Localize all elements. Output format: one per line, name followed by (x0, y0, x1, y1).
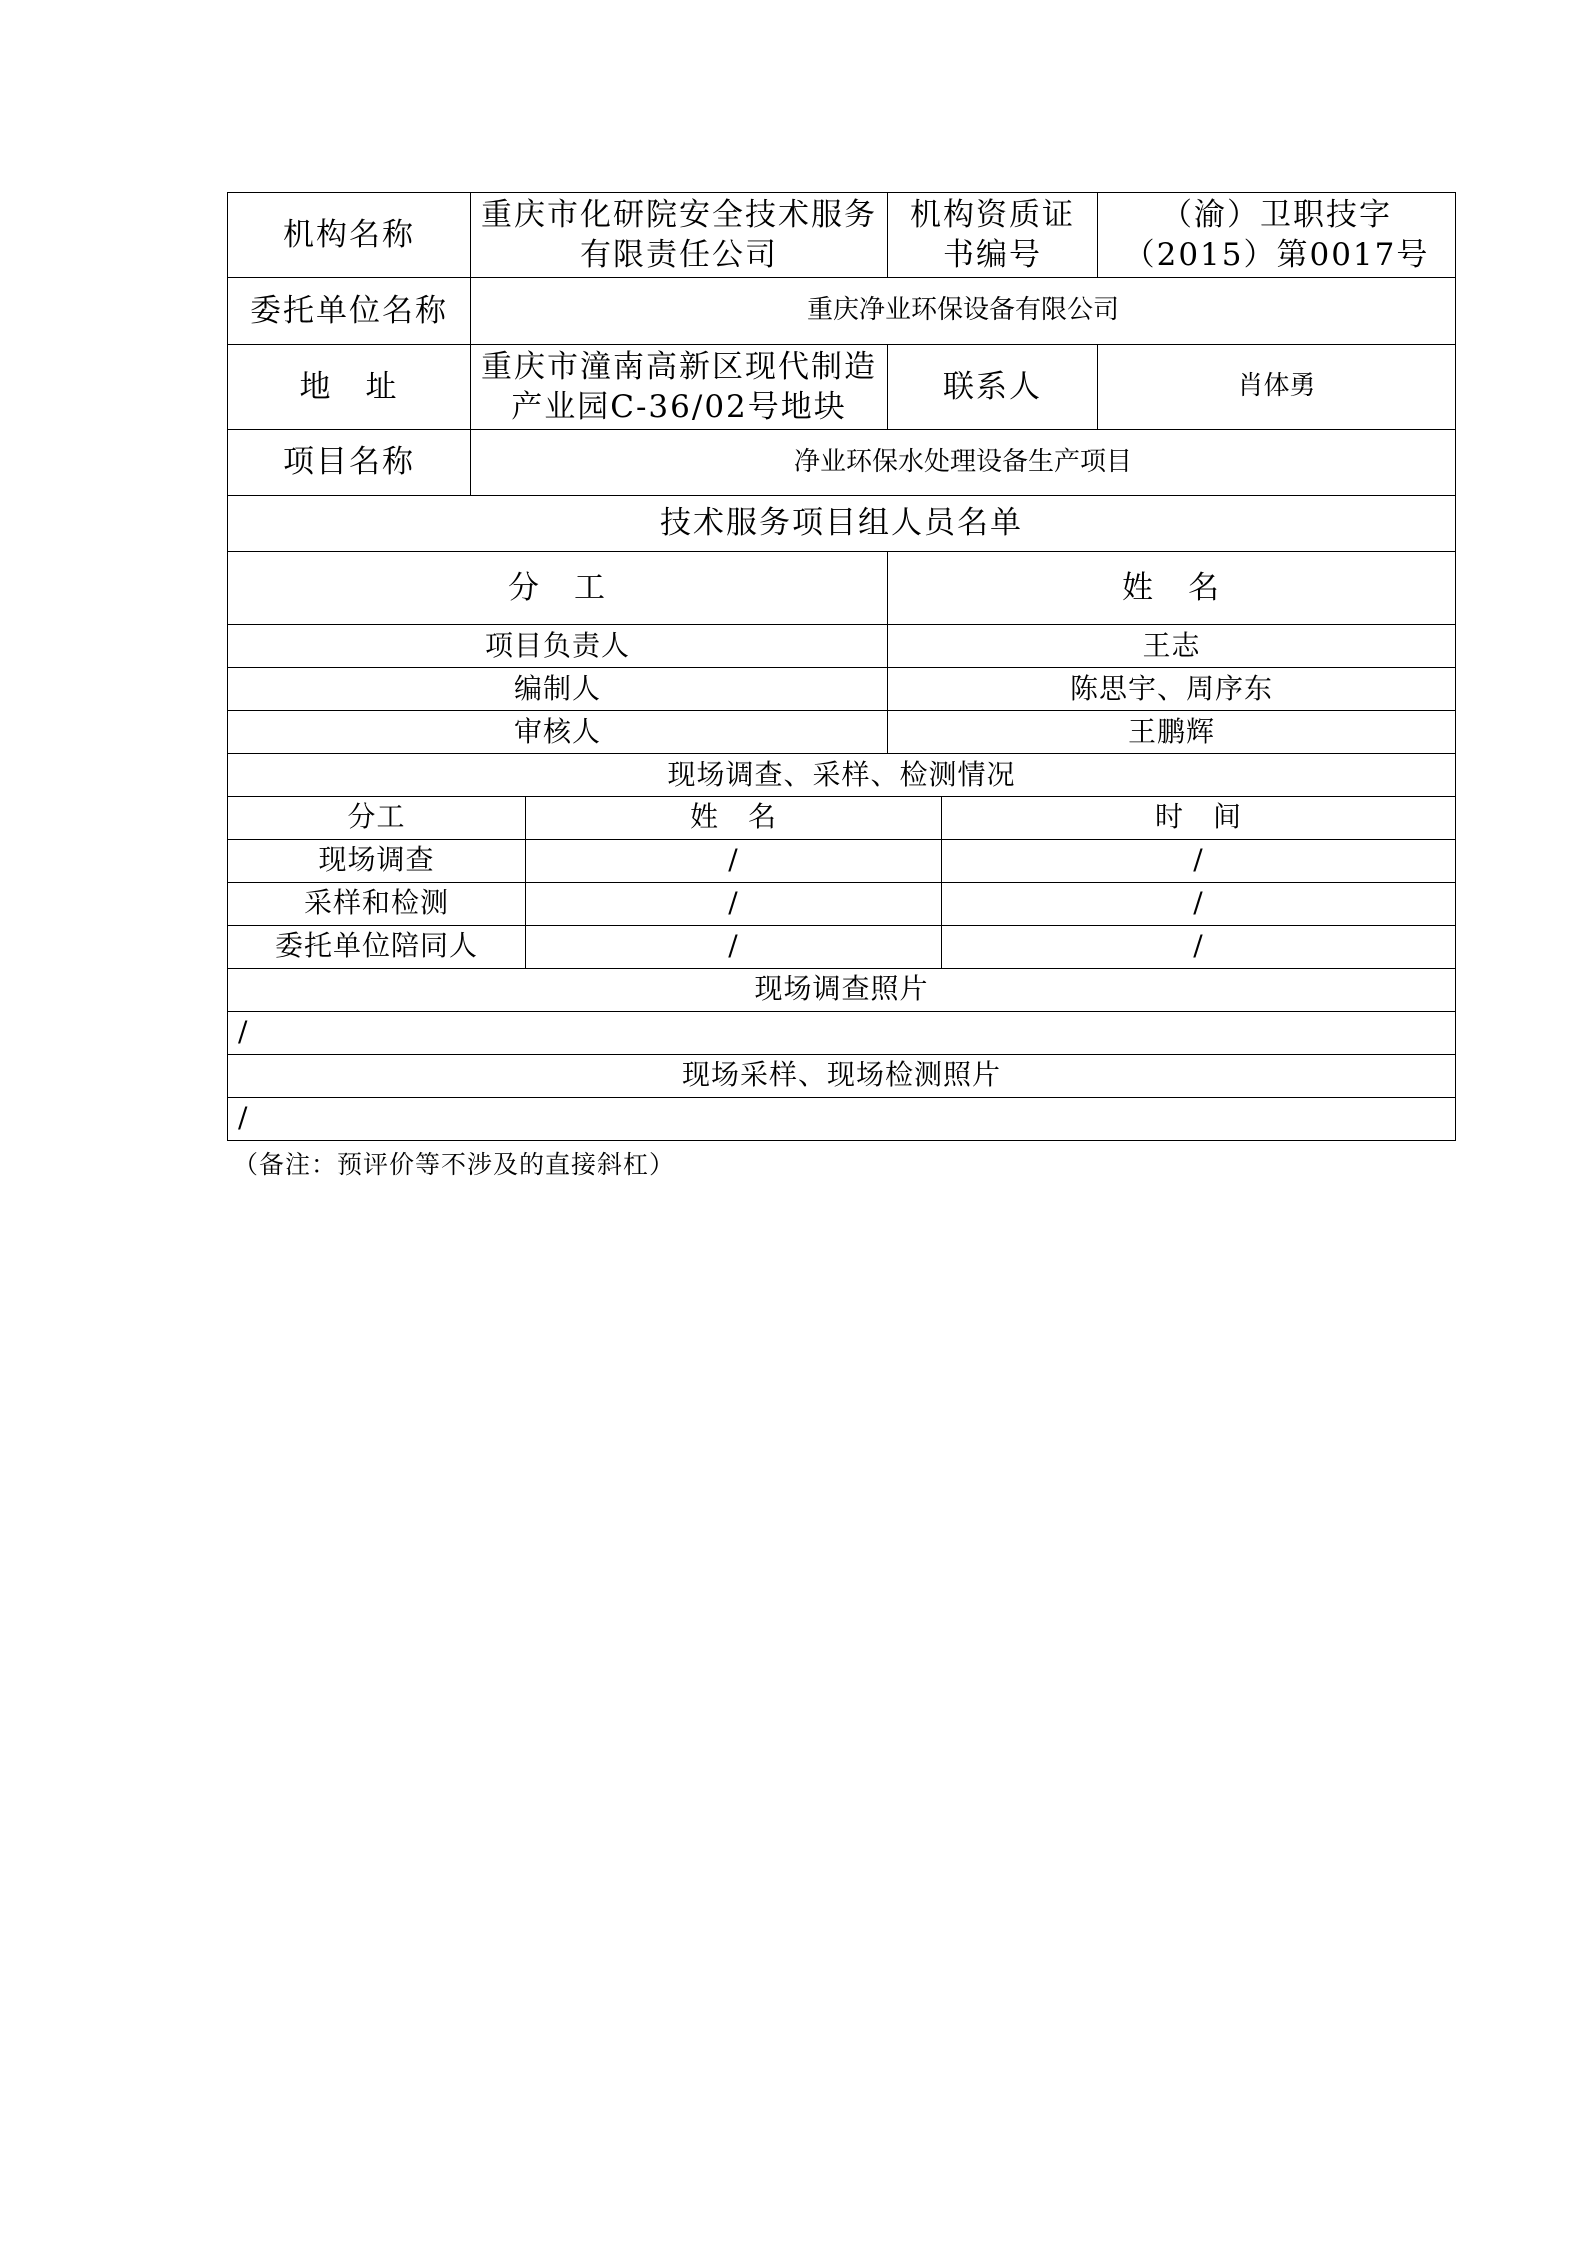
address-row (228, 345, 1456, 430)
field-row (228, 925, 1456, 968)
sampling-photos-title: 现场采样、现场检测照片 (228, 1054, 1456, 1097)
institution-name-value: 重庆市化研院安全技术服务有限责任公司 (471, 193, 888, 278)
team-role: 项目负责人 (228, 625, 888, 668)
field-person: / (526, 839, 942, 882)
team-col-name: 姓 名 (888, 552, 1456, 625)
sampling-photos-row (228, 1097, 1456, 1140)
field-col-time: 时 间 (942, 796, 1456, 839)
field-header-row (228, 796, 1456, 839)
address-value: 重庆市潼南高新区现代制造产业园C-36/02号地块 (471, 345, 888, 430)
sampling-photos-title-row (228, 1054, 1456, 1097)
client-name-value: 重庆净业环保设备有限公司 (471, 278, 1456, 345)
field-role: 委托单位陪同人 (228, 925, 526, 968)
team-title-row (228, 496, 1456, 552)
institution-cert-label: 机构资质证书编号 (888, 193, 1098, 278)
survey-photos-value: / (228, 1011, 1456, 1054)
team-member: 王鹏辉 (888, 711, 1456, 754)
field-role: 现场调查 (228, 839, 526, 882)
project-label: 项目名称 (228, 430, 471, 496)
project-row (228, 430, 1456, 496)
project-value: 净业环保水处理设备生产项目 (471, 430, 1456, 496)
team-role: 编制人 (228, 668, 888, 711)
footnote: （备注：预评价等不涉及的直接斜杠） (233, 1149, 676, 1179)
contact-value: 肖体勇 (1098, 345, 1456, 430)
service-record-table (227, 192, 1456, 797)
field-time: / (942, 839, 1456, 882)
team-row (228, 668, 1456, 711)
field-role: 采样和检测 (228, 882, 526, 925)
team-member: 王志 (888, 625, 1456, 668)
institution-cert-value: （渝）卫职技字（2015）第0017号 (1098, 193, 1456, 278)
field-col-name: 姓 名 (526, 796, 942, 839)
survey-photos-title: 现场调查照片 (228, 968, 1456, 1011)
field-person: / (526, 925, 942, 968)
survey-photos-title-row (228, 968, 1456, 1011)
team-member: 陈思宇、周序东 (888, 668, 1456, 711)
client-name-row (228, 278, 1456, 345)
field-person: / (526, 882, 942, 925)
institution-name-label: 机构名称 (228, 193, 471, 278)
team-col-role: 分 工 (228, 552, 888, 625)
field-time: / (942, 925, 1456, 968)
institution-row (228, 193, 1456, 278)
sampling-photos-value: / (228, 1097, 1456, 1140)
client-name-label: 委托单位名称 (228, 278, 471, 345)
field-row (228, 839, 1456, 882)
field-col-role: 分工 (228, 796, 526, 839)
team-role: 审核人 (228, 711, 888, 754)
survey-photos-row (228, 1011, 1456, 1054)
field-table (227, 796, 1456, 1141)
address-label: 地 址 (228, 345, 471, 430)
field-row (228, 882, 1456, 925)
team-row (228, 711, 1456, 754)
field-time: / (942, 882, 1456, 925)
contact-label: 联系人 (888, 345, 1098, 430)
field-title-row (228, 754, 1456, 797)
field-title: 现场调查、采样、检测情况 (228, 754, 1456, 797)
team-header-row (228, 552, 1456, 625)
service-record-form (227, 192, 1455, 1181)
team-title: 技术服务项目组人员名单 (228, 496, 1456, 552)
team-row (228, 625, 1456, 668)
